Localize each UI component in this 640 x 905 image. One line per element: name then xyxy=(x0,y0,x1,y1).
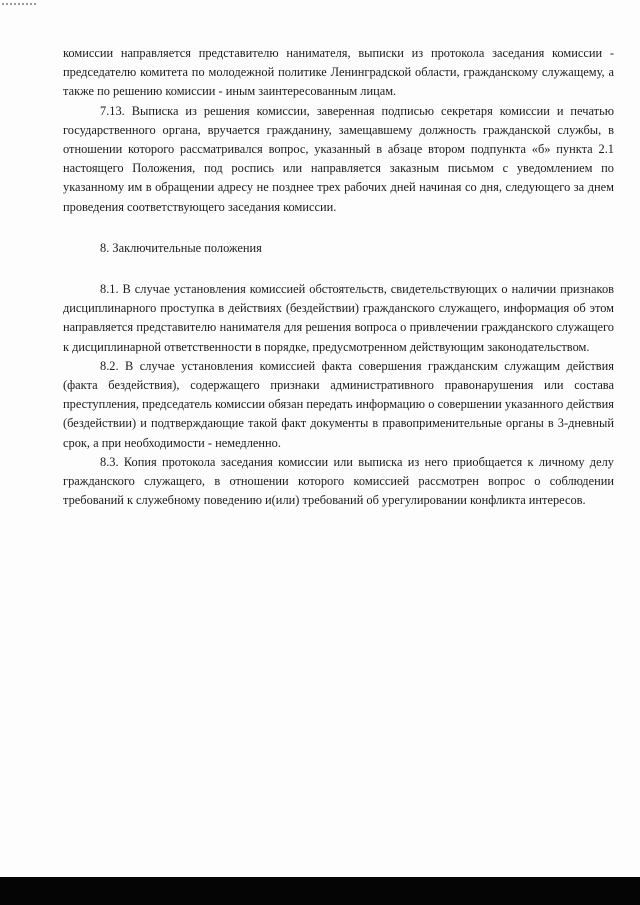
paragraph-8-1: 8.1. В случае установления комиссией обстоятельств, свидетельствующих о наличии признаков дисциплинарного проступка в действиях (бездействии) гражданского служащего, информация об этом направляется представителю нанимателя для решения вопроса о привлечении гражданского служащего к дисциплинарной ответственности в порядке, предусмотренном действующим законодательством. xyxy=(63,282,614,354)
paragraph-8-3: 8.3. Копия протокола заседания комиссии или выписка из него приобщается к личному делу гражданского служащего, в отношении которого комиссией рассмотрен вопрос о соблюдении требований к служебному поведению и(или) требований об урегулировании конфликта интересов. xyxy=(63,454,614,508)
paragraph-continuation: комиссии направляется представителю нанимателя, выписки из протокола заседания комиссии - председателю комитета по молодежной политике Ленинградской области, гражданскому служащему, а также по решению комиссии - иным заинтересованным лицам. xyxy=(63,46,614,99)
paragraph-7-13: 7.13. Выписка из решения комиссии, заверенная подписью секретаря комиссии и печатью государственного органа, вручается гражданину, замещавшему должность гражданской службы, в отношении которого рассматривался вопрос, указанный в абзаце втором подпункта «б» пункта 2.1 настоящего Положения, под роспись или направляется заказным письмом с уведомлением по указанному им в обращении адресу не позднее трех рабочих дней начиная со дня, следующего за днем проведения соответствующего заседания комиссии. xyxy=(63,103,614,214)
section-heading: 8. Заключительные положения xyxy=(100,240,262,255)
paragraph-8-2: 8.2. В случае установления комиссией факта совершения гражданским служащим действия (факта бездействия), содержащего признаки административного правонарушения или состава преступления, председатель комиссии обязан передать информацию о совершении указанного действия (бездействии) и подтверждающие такой факт документы в правоприменительные органы в 3-дневный срок, а при необходимости - немедленно. xyxy=(63,358,614,450)
document-body xyxy=(63,44,614,510)
scan-bottom-border xyxy=(0,877,640,905)
scan-corner-mark xyxy=(2,3,36,8)
